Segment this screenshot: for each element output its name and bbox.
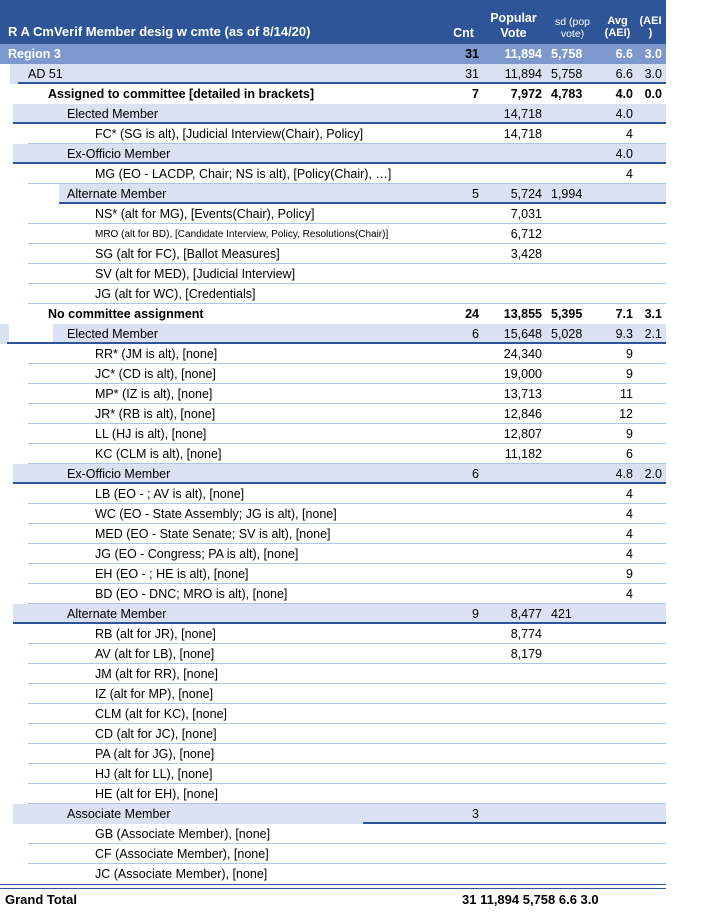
row-border	[28, 563, 666, 564]
row-label[interactable]: AD 51	[28, 67, 63, 81]
table-row[interactable]	[0, 104, 666, 124]
cell-aei[interactable]: 3.0	[644, 47, 662, 61]
table-body	[0, 44, 666, 884]
col-header-avg-aei[interactable]	[600, 0, 635, 44]
cell-popular-vote[interactable]: 5,724	[510, 187, 542, 201]
row-border	[7, 342, 666, 344]
row-border	[28, 183, 666, 184]
row-border	[28, 863, 666, 864]
row-label[interactable]: CF (Associate Member), [none]	[95, 847, 269, 861]
cell-avg-aei[interactable]: 4	[626, 547, 633, 561]
table-row[interactable]	[0, 504, 666, 524]
table-row[interactable]	[0, 204, 666, 224]
table-row[interactable]	[0, 824, 666, 844]
row-border	[13, 482, 666, 484]
cell-avg-aei[interactable]: 9	[626, 367, 633, 381]
cell-cnt[interactable]: 6	[472, 327, 479, 341]
table-row[interactable]	[0, 524, 666, 544]
table-row[interactable]	[0, 664, 666, 684]
col-header-line: vote)	[560, 27, 585, 40]
row-label[interactable]: Elected Member	[67, 107, 159, 121]
cell-sd[interactable]: 4,783	[551, 87, 583, 101]
cell-cnt[interactable]: 3	[472, 807, 479, 821]
row-label[interactable]: PA (alt for JG), [none]	[95, 747, 215, 761]
row-border	[59, 202, 666, 204]
row-label[interactable]: SV (alt for MED), [Judicial Interview]	[95, 267, 296, 281]
table-row[interactable]	[0, 284, 666, 304]
table-row[interactable]	[0, 424, 666, 444]
table-row[interactable]	[0, 704, 666, 724]
col-header-line: (AEI)	[604, 27, 631, 40]
cell-avg-aei[interactable]: 6.6	[615, 67, 633, 81]
table-row[interactable]	[0, 844, 666, 864]
table-row[interactable]	[0, 864, 666, 884]
row-label[interactable]: BD (EO - DNC; MRO is alt), [none]	[95, 587, 288, 601]
table-row[interactable]	[0, 224, 666, 244]
table-row[interactable]	[0, 404, 666, 424]
cell-cnt[interactable]: 24	[465, 307, 479, 321]
table-row[interactable]	[0, 684, 666, 704]
cell-avg-aei[interactable]: 4	[626, 507, 633, 521]
cell-popular-vote[interactable]: 14,718	[503, 127, 542, 141]
row-label[interactable]: No committee assignment	[48, 307, 204, 321]
col-header-cnt[interactable]	[445, 0, 482, 44]
table-row[interactable]	[0, 184, 666, 204]
cell-avg-aei[interactable]: 7.1	[615, 307, 633, 321]
row-border	[13, 622, 666, 624]
row-border	[28, 503, 666, 504]
header-row	[0, 0, 666, 44]
row-label[interactable]: JC (Associate Member), [none]	[95, 867, 268, 881]
table-row[interactable]	[0, 464, 666, 484]
row-label[interactable]: LB (EO - ; AV is alt), [none]	[95, 487, 245, 501]
table-row[interactable]	[0, 364, 666, 384]
table-row[interactable]	[0, 244, 666, 264]
row-border	[28, 603, 666, 604]
row-label[interactable]: CD (alt for JC), [none]	[95, 727, 217, 741]
cell-cnt[interactable]: 7	[472, 87, 479, 101]
cell-avg-aei[interactable]: 4.8	[615, 467, 633, 481]
cell-popular-vote[interactable]: 12,846	[503, 407, 542, 421]
row-label[interactable]: Elected Member	[67, 327, 159, 341]
row-label[interactable]: GB (Associate Member), [none]	[95, 827, 271, 841]
row-label[interactable]: LL (HJ is alt), [none]	[95, 427, 207, 441]
cell-sd[interactable]: 5,758	[551, 67, 583, 81]
row-border	[28, 143, 666, 144]
table-row[interactable]	[0, 724, 666, 744]
row-label[interactable]: EH (EO - ; HE is alt), [none]	[95, 567, 249, 581]
row-border	[28, 283, 666, 284]
row-border	[28, 583, 666, 584]
row-label[interactable]: HJ (alt for LL), [none]	[95, 767, 213, 781]
cell-avg-aei[interactable]: 9	[626, 347, 633, 361]
cell-popular-vote[interactable]: 6,712	[510, 227, 542, 241]
cell-avg-aei[interactable]: 4.0	[615, 107, 633, 121]
row-label[interactable]: MED (EO - State Senate; SV is alt), [none]	[95, 527, 331, 541]
table-row[interactable]	[0, 384, 666, 404]
row-label[interactable]: SG (alt for FC), [Ballot Measures]	[95, 247, 280, 261]
cell-popular-vote[interactable]: 13,855	[503, 307, 542, 321]
col-header-line: Popular	[490, 11, 537, 26]
row-border	[28, 303, 666, 304]
cell-popular-vote[interactable]: 13,713	[503, 387, 542, 401]
table-row[interactable]	[0, 604, 666, 624]
cell-avg-aei[interactable]: 12	[619, 407, 633, 421]
table-row[interactable]	[0, 764, 666, 784]
row-border	[28, 663, 666, 664]
row-border	[13, 162, 666, 164]
cell-avg-aei[interactable]: 11	[620, 387, 633, 401]
col-header-line: Cnt	[453, 25, 474, 40]
cell-aei[interactable]: 0.0	[644, 87, 662, 101]
cell-avg-aei[interactable]: 4	[626, 127, 633, 141]
row-label[interactable]: KC (CLM is alt), [none]	[95, 447, 222, 461]
table-row[interactable]	[0, 264, 666, 284]
table-row[interactable]	[0, 44, 666, 64]
cell-avg-aei[interactable]: 9	[626, 567, 633, 581]
row-border	[28, 463, 666, 464]
row-label[interactable]: CLM (alt for KC), [none]	[95, 707, 227, 721]
row-label[interactable]: Assigned to committee [detailed in brackets]	[48, 87, 315, 101]
row-label[interactable]: AV (alt for LB), [none]	[95, 647, 215, 661]
cell-popular-vote[interactable]: 11,894	[504, 47, 542, 61]
cell-aei[interactable]: 2.1	[644, 327, 662, 341]
row-label[interactable]: RB (alt for JR), [none]	[95, 627, 216, 641]
cell-popular-vote[interactable]: 8,477	[510, 607, 542, 621]
row-border	[28, 743, 666, 744]
cell-avg-aei[interactable]: 4	[626, 167, 633, 181]
cell-popular-vote[interactable]: 11,894	[504, 67, 542, 81]
cell-avg-aei[interactable]: 6	[626, 447, 633, 461]
table-row[interactable]	[0, 144, 666, 164]
cell-popular-vote[interactable]: 3,428	[510, 247, 542, 261]
row-label[interactable]: MP* (IZ is alt), [none]	[95, 387, 213, 401]
cell-avg-aei[interactable]: 9	[626, 427, 633, 441]
row-border	[363, 822, 666, 824]
col-header-sd-pop-vote[interactable]	[545, 0, 600, 44]
row-border	[28, 683, 666, 684]
col-header-line: Vote	[500, 25, 527, 40]
table-row[interactable]	[0, 624, 666, 644]
table-row[interactable]	[0, 644, 666, 664]
cell-avg-aei[interactable]: 9.3	[615, 327, 633, 341]
cell-popular-vote[interactable]: 7,031	[510, 207, 542, 221]
grand-total-values: 31 11,894 5,758 6.6 3.0	[462, 892, 599, 907]
cell-aei[interactable]: 3.1	[644, 307, 662, 321]
cell-popular-vote[interactable]: 8,774	[510, 627, 542, 641]
row-label[interactable]: IZ (alt for MP), [none]	[95, 687, 214, 701]
table-row[interactable]	[0, 584, 666, 604]
cell-cnt[interactable]: 9	[472, 607, 479, 621]
col-header-popular-vote[interactable]	[482, 0, 545, 44]
cell-avg-aei[interactable]: 4	[626, 487, 633, 501]
row-border	[28, 723, 666, 724]
cell-popular-vote[interactable]: 14,718	[503, 107, 542, 121]
row-label[interactable]: MRO (alt for BD), [Candidate Interview, Policy, Resolutions(Chair)]	[95, 228, 389, 240]
cell-popular-vote[interactable]: 12,807	[503, 427, 542, 441]
row-label[interactable]: Alternate Member	[67, 187, 167, 201]
table-row[interactable]	[0, 344, 666, 364]
cell-sd[interactable]: 5,758	[551, 47, 583, 61]
row-label[interactable]: RR* (JM is alt), [none]	[95, 347, 218, 361]
cell-aei[interactable]: 2.0	[644, 467, 662, 481]
table-row[interactable]	[0, 84, 666, 104]
row-border	[28, 223, 666, 224]
row-border	[28, 383, 666, 384]
row-label[interactable]: JG (EO - Congress; PA is alt), [none]	[95, 547, 299, 561]
row-border	[28, 843, 666, 844]
cell-avg-aei[interactable]: 4.0	[615, 87, 633, 101]
cell-popular-vote[interactable]: 15,648	[503, 327, 542, 341]
cell-avg-aei[interactable]: 6.6	[615, 47, 633, 61]
report-title: R A CmVerif Member desig w cmte (as of 8/14/20)	[8, 24, 311, 39]
row-label[interactable]: FC* (SG is alt), [Judicial Interview(Chair), Policy]	[95, 127, 364, 141]
row-border	[28, 423, 666, 424]
table-row[interactable]	[0, 164, 666, 184]
cell-aei[interactable]: 3.0	[644, 67, 662, 81]
cell-cnt[interactable]: 6	[472, 467, 479, 481]
row-border	[18, 82, 666, 84]
row-label[interactable]: Ex-Officio Member	[67, 147, 171, 161]
cell-popular-vote[interactable]: 19,000	[503, 367, 542, 381]
row-border	[28, 403, 666, 404]
row-label[interactable]: Ex-Officio Member	[67, 467, 171, 481]
row-border	[28, 523, 666, 524]
row-label[interactable]: HE (alt for EH), [none]	[95, 787, 218, 801]
cell-popular-vote[interactable]: 8,179	[510, 647, 542, 661]
row-border	[13, 122, 666, 124]
row-border	[28, 783, 666, 784]
row-label[interactable]: NS* (alt for MG), [Events(Chair), Policy]	[95, 207, 315, 221]
row-label[interactable]: JM (alt for RR), [none]	[95, 667, 218, 681]
col-header-line: sd (pop	[554, 15, 591, 28]
cell-sd[interactable]: 5,028	[551, 327, 583, 341]
row-label[interactable]: WC (EO - State Assembly; JG is alt), [none]	[95, 507, 337, 521]
row-border	[28, 543, 666, 544]
cell-avg-aei[interactable]: 4	[626, 527, 633, 541]
col-header-line: (AEI	[639, 14, 662, 27]
cell-cnt[interactable]: 31	[465, 47, 479, 61]
row-border	[28, 803, 666, 804]
row-label[interactable]: Region 3	[8, 47, 61, 61]
row-label[interactable]: MG (EO - LACDP, Chair; NS is alt), [Policy(Chair), …]	[95, 167, 392, 181]
cell-popular-vote[interactable]: 24,340	[503, 347, 542, 361]
cell-popular-vote[interactable]: 11,182	[504, 447, 542, 461]
row-label[interactable]: JR* (RB is alt), [none]	[95, 407, 216, 421]
row-label[interactable]: JC* (CD is alt), [none]	[95, 367, 216, 381]
cell-cnt[interactable]: 31	[465, 67, 479, 81]
table-row[interactable]	[0, 304, 666, 324]
cell-cnt[interactable]: 5	[472, 187, 479, 201]
row-border	[28, 243, 666, 244]
table-row[interactable]	[0, 744, 666, 764]
table-row[interactable]	[0, 484, 666, 504]
cell-popular-vote[interactable]: 7,972	[510, 87, 542, 101]
cell-sd[interactable]: 421	[551, 607, 572, 621]
grand-total-row[interactable]	[0, 889, 666, 910]
table-row[interactable]	[0, 544, 666, 564]
row-border	[28, 263, 666, 264]
table-row[interactable]	[0, 324, 666, 344]
table-row[interactable]	[0, 124, 666, 144]
table-row[interactable]	[0, 804, 666, 824]
row-border	[28, 443, 666, 444]
row-border	[28, 363, 666, 364]
col-header-line: )	[648, 27, 653, 40]
row-label[interactable]: JG (alt for WC), [Credentials]	[95, 287, 256, 301]
table-row[interactable]	[0, 784, 666, 804]
cell-avg-aei[interactable]: 4.0	[615, 147, 633, 161]
cell-avg-aei[interactable]: 4	[626, 587, 633, 601]
row-label[interactable]: Associate Member	[67, 807, 171, 821]
col-header-line: Avg	[607, 14, 628, 27]
row-border	[28, 643, 666, 644]
row-border	[28, 703, 666, 704]
row-label[interactable]: Alternate Member	[67, 607, 167, 621]
cell-sd[interactable]: 1,994	[551, 187, 583, 201]
col-header-aei[interactable]	[635, 0, 666, 44]
cell-sd[interactable]: 5,395	[551, 307, 583, 321]
table-row[interactable]	[0, 64, 666, 84]
table-row[interactable]	[0, 444, 666, 464]
table-row[interactable]	[0, 564, 666, 584]
row-border	[28, 763, 666, 764]
grand-total-label: Grand Total	[5, 892, 77, 907]
